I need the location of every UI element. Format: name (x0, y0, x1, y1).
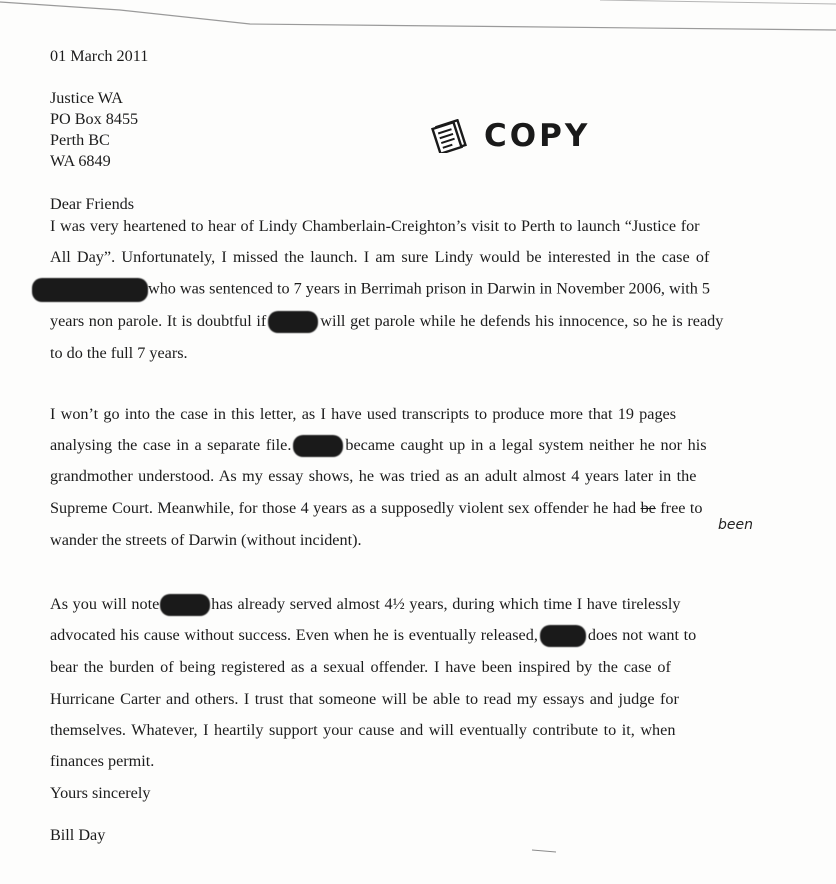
p1-line-5: to do the full 7 years. (50, 344, 188, 362)
copy-stamp (430, 118, 590, 154)
recipient-line-2: PO Box 8455 (50, 110, 139, 128)
scan-artifact-top (0, 0, 836, 40)
letter-date: 01 March 2011 (50, 47, 149, 65)
redaction-mark (293, 435, 343, 457)
p3-line-2 (50, 625, 696, 647)
redaction-mark (540, 625, 586, 647)
recipient-line-3: Perth BC (50, 131, 110, 149)
p1-line-1: I was very heartened to hear of Lindy Chamberlain-Creighton’s visit to Perth to launch “Justice for (50, 217, 700, 235)
p2-line-2-text-a: analysing the case in a separate file. (50, 436, 292, 454)
p2-line-5: wander the streets of Darwin (without incident). (50, 531, 362, 549)
p1-line-4 (50, 311, 723, 333)
salutation: Dear Friends (50, 195, 135, 213)
copy-stamp-text: COPY (484, 118, 591, 154)
recipient-line-1: Justice WA (50, 89, 123, 107)
p2-line-1: I won’t go into the case in this letter, as I have used transcripts to produce more that 19 pages (50, 405, 677, 423)
p3-line-3: bear the burden of being registered as a sexual offender. I have been inspired by the case of (50, 658, 671, 676)
document-stack-icon (430, 119, 474, 153)
signature: Bill Day (50, 826, 106, 844)
p3-line-1-text-a: As you will note (50, 595, 160, 613)
closing: Yours sincerely (50, 784, 151, 802)
p1-line-3 (32, 278, 710, 302)
p1-line-3-text: who was sentenced to 7 years in Berrimah prison in Darwin in November 2006, with 5 (148, 279, 710, 298)
p2-line-4-text-b: free to (660, 499, 703, 517)
redaction-mark (160, 594, 210, 616)
p1-line-2: All Day”. Unfortunately, I missed the launch. I am sure Lindy would be interested in the case of (50, 248, 710, 266)
p3-line-2-text-a: advocated his cause without success. Even when he is eventually released, (50, 626, 538, 644)
p3-line-1-text-b: has already served almost 4½ years, during which time I have tirelessly (211, 595, 681, 613)
p3-line-4: Hurricane Carter and others. I trust that someone will be able to read my essays and judge for (50, 690, 679, 708)
p1-line-4-text-b: will get parole while he defends his innocence, so he is ready (320, 312, 724, 330)
redaction-mark (268, 311, 318, 333)
p3-line-1 (50, 594, 680, 616)
handwritten-correction: been (718, 517, 753, 533)
scan-artifact-bottom (530, 846, 560, 854)
p2-line-2-text-b: became caught up in a legal system neither he nor his (345, 436, 707, 454)
p2-line-2 (50, 435, 707, 457)
recipient-line-4: WA 6849 (50, 152, 111, 170)
redaction-mark (32, 278, 148, 302)
p3-line-6: finances permit. (50, 752, 155, 770)
p2-line-4-text-a: Supreme Court. Meanwhile, for those 4 years as a supposedly violent sex offender he had (50, 499, 637, 517)
p3-line-2-text-b: does not want to (587, 626, 697, 644)
p1-line-4-text-a: years non parole. It is doubtful if (50, 312, 267, 330)
struck-word: be (640, 499, 656, 517)
p2-line-4 (50, 498, 703, 518)
p3-line-5: themselves. Whatever, I heartily support your cause and will eventually contribute to it, when (50, 721, 676, 739)
p2-line-3: grandmother understood. As my essay shows, he was tried as an adult almost 4 years later in the (50, 467, 697, 485)
